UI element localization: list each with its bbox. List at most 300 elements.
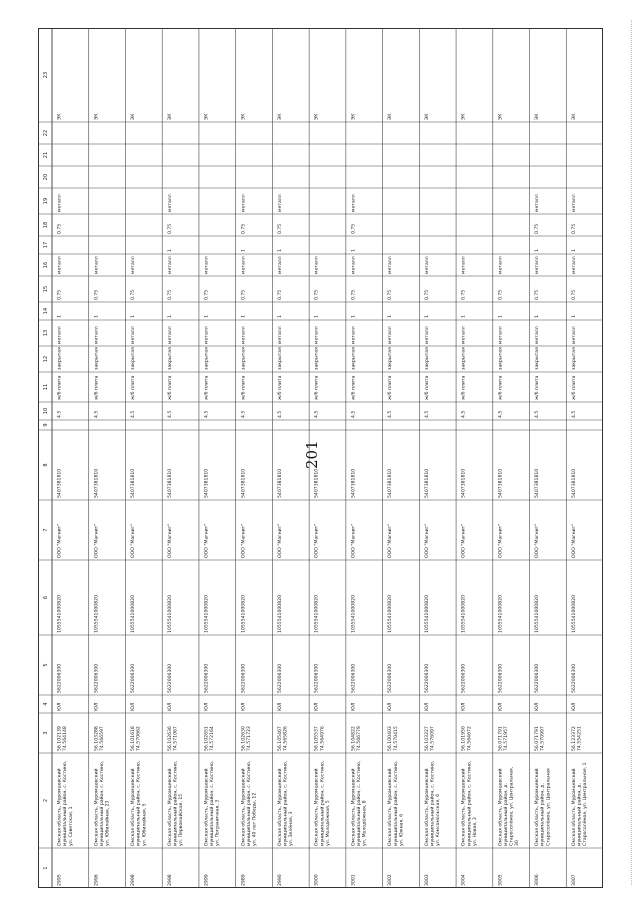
cell-address: Омская область, Муромцевский (351, 768, 357, 846)
column-number-label: 22 (43, 129, 49, 137)
cell-org: ООО "Магнит" (167, 523, 173, 558)
cell-coords: 56.102636 (167, 726, 173, 751)
cell-c10: 4.5 (204, 410, 210, 418)
cell-c11: ж/б плита (424, 375, 430, 400)
cell-form: ЮЛ (94, 702, 100, 711)
cell-c12: закрытая (241, 347, 247, 370)
cell-c14: 1 (94, 315, 100, 318)
cell-c19: металл (571, 194, 577, 212)
cell-coords: 56.101618 (131, 726, 137, 751)
cell-ogrn: 1055541000820 (571, 595, 577, 633)
cell-address: Омская область, Муромцевский (571, 768, 577, 846)
cell-form: ЮЛ (131, 702, 137, 711)
cell-form: ЮЛ (314, 702, 320, 711)
cell-address: ул. Южная, 6 (399, 813, 405, 846)
column-number-label: 13 (43, 329, 49, 337)
cell-c16: металл (351, 256, 357, 274)
cell-c19: металл (241, 194, 247, 212)
cell-c16: металл (57, 256, 63, 274)
cell-c15: 0.75 (57, 289, 63, 300)
cell-c15: 0.75 (241, 289, 247, 300)
cell-ogrn: 1055541000820 (351, 595, 357, 633)
cell-coords: 74.564976 (320, 726, 326, 751)
cell-c11: ж/б плита (167, 375, 173, 400)
cell-org: ООО "Магнит" (57, 523, 63, 558)
cell-c12: закрытая (424, 347, 430, 370)
cell-ogrn: 1055541000820 (94, 595, 100, 633)
cell-address: муниципальный район, с. Костино, (210, 760, 216, 846)
cell-c23: ЭК (571, 113, 577, 120)
column-number-label: 17 (43, 241, 49, 249)
cell-inn: 5407381810 (57, 468, 63, 498)
cell-c18: 0.75 (278, 223, 283, 234)
cell-ogrn: 1055541000820 (314, 595, 320, 633)
cell-c12: закрытая (278, 347, 283, 370)
cell-coords: 74.564672 (467, 726, 473, 751)
cell-inn: 5407381810 (314, 468, 320, 498)
cell-c16: металл (204, 256, 210, 274)
cell-c15: 0.75 (167, 289, 173, 300)
cell-coords: 74.571067 (173, 726, 179, 751)
cell-c10: 4.5 (571, 410, 577, 418)
cell-c10: 4.5 (388, 410, 394, 418)
cell-coords: 56.105537 (314, 726, 320, 751)
cell-c11: ж/б плита (57, 375, 63, 400)
cell-c10: 4.5 (351, 410, 357, 418)
cell-c16: металл (314, 256, 320, 274)
cell-address: ул. Юбилейная, 5 (142, 803, 148, 846)
cell-c23: ЭК (424, 113, 430, 120)
cell-inn: 5407381810 (351, 468, 357, 498)
cell-c15: 0.75 (498, 289, 504, 300)
column-number-label: 20 (43, 173, 49, 181)
cell-c12: закрытая (57, 347, 63, 370)
cell-c14: 1 (204, 315, 210, 318)
column-number-label: 19 (43, 197, 49, 205)
cell-c10: 4.5 (167, 410, 173, 418)
cell-num: 3007 (571, 874, 577, 886)
cell-ogrn: 1055541000820 (278, 595, 283, 633)
cell-c10: 4.5 (57, 410, 63, 418)
cell-address: Омская область, Муромцевский (167, 768, 173, 846)
cell-c16: металл (388, 256, 394, 274)
cell-code5: 5622006300 (204, 663, 210, 693)
cell-c13: металл (535, 326, 541, 344)
column-number-label: 21 (43, 151, 49, 159)
cell-address: ул. Зелёная, 3 (289, 811, 295, 846)
cell-address: ул. Молодёжная, 5 (325, 800, 331, 846)
cell-c19: металл (278, 194, 283, 212)
cell-c15: 0.75 (351, 289, 357, 300)
cell-address: Омская область, Муромцевский (241, 768, 247, 846)
cell-coords: 56.071791 (535, 726, 541, 751)
cell-form: ЮЛ (241, 702, 247, 711)
registry-table (38, 28, 603, 888)
cell-ogrn: 1055541000820 (204, 595, 210, 633)
cell-c12: закрытая (351, 347, 357, 370)
cell-org: ООО "Магнит" (388, 523, 394, 558)
cell-c13: металл (131, 326, 137, 344)
cell-ogrn: 1055541000820 (131, 595, 137, 633)
cell-ogrn: 1055541000820 (388, 595, 394, 633)
column-number-label: 10 (43, 407, 49, 415)
cell-c16: металл (424, 256, 430, 274)
cell-c23: ЭК (131, 113, 137, 120)
cell-c23: ЭК (314, 113, 320, 120)
cell-ogrn: 1055541000820 (424, 595, 430, 633)
cell-address: муниципальный район, с. Костино, (63, 760, 69, 846)
cell-c23: ЭК (241, 113, 247, 120)
cell-c23: ЭК (461, 113, 467, 120)
cell-org: ООО "Магнит" (204, 523, 210, 558)
cell-address: ул. Юбилейная, 23 (105, 800, 111, 846)
cell-c23: ЭК (167, 113, 173, 120)
cell-c18: 0.75 (241, 223, 247, 234)
cell-code5: 5622006300 (278, 663, 283, 693)
cell-form: ЮЛ (424, 702, 430, 711)
cell-c15: 0.75 (131, 289, 137, 300)
cell-coords: 74.554251 (577, 726, 583, 751)
table-border (39, 29, 603, 888)
cell-address: ул. Комсомольская, 6 (436, 793, 442, 846)
cell-c10: 4.5 (241, 410, 247, 418)
page-number: 201 (303, 440, 321, 470)
cell-code5: 5622006300 (167, 663, 173, 693)
column-number-label: 8 (43, 463, 49, 467)
cell-c18: 0.75 (167, 223, 173, 234)
cell-c12: закрытая (535, 347, 541, 370)
cell-coords: 56.103227 (424, 726, 430, 751)
cell-address: Старосолёное, ул. Центральная, (509, 766, 515, 846)
cell-c14: 1 (131, 315, 137, 318)
cell-c17: 1 (571, 249, 577, 252)
cell-address: Старосолёное, ул. Центральная (546, 768, 552, 846)
cell-org: ООО "Магнит" (571, 523, 577, 558)
cell-coords: 56.104822 (351, 726, 357, 751)
cell-address: муниципальный район, с. Костино, (320, 760, 326, 846)
cell-form: ЮЛ (498, 702, 504, 711)
cell-c23: ЭК (388, 113, 394, 120)
cell-inn: 5407381810 (131, 468, 137, 498)
cell-c18: 0.75 (535, 223, 541, 234)
cell-num: 2998 (131, 874, 137, 886)
cell-c11: ж/б плита (278, 375, 283, 400)
cell-address: муниципальный район, с. Костино, (283, 760, 289, 846)
cell-c13: металл (278, 326, 283, 344)
cell-c14: 1 (167, 315, 173, 318)
column-number-label: 2 (43, 798, 49, 803)
cell-code5: 5622006300 (241, 663, 247, 693)
cell-form: ЮЛ (278, 702, 283, 711)
cell-c13: металл (314, 326, 320, 344)
cell-num: 2999 (204, 874, 210, 886)
cell-ogrn: 1055541000820 (498, 595, 504, 633)
column-number-label: 5 (43, 663, 49, 667)
cell-c11: ж/б плита (94, 375, 100, 400)
cell-inn: 5407381810 (278, 468, 283, 498)
cell-inn: 5407381810 (167, 468, 173, 498)
cell-c10: 4.5 (314, 410, 320, 418)
cell-c10: 4.5 (535, 410, 541, 418)
cell-c12: закрытая (314, 347, 320, 370)
cell-c12: закрытая (498, 347, 504, 370)
cell-code5: 5622006300 (571, 663, 577, 693)
cell-address: муниципальный район, д. (540, 783, 546, 846)
cell-coords: 56.102139 (57, 726, 63, 751)
cell-c14: 1 (278, 315, 283, 318)
cell-c12: закрытая (204, 347, 210, 370)
cell-c11: ж/б плита (535, 375, 541, 400)
cell-code5: 5622006300 (351, 663, 357, 693)
cell-org: ООО "Магнит" (351, 523, 357, 558)
cell-form: ЮЛ (571, 702, 577, 711)
cell-c17: 1 (167, 249, 173, 252)
cell-c12: закрытая (131, 347, 137, 370)
cell-code5: 5622006300 (461, 663, 467, 693)
cell-c18: 0.75 (57, 223, 63, 234)
column-number-label: 16 (43, 261, 49, 269)
cell-c19: металл (535, 194, 541, 212)
cell-c10: 4.5 (424, 410, 430, 418)
cell-c11: ж/б плита (571, 375, 577, 400)
cell-inn: 5407381810 (535, 468, 541, 498)
cell-c11: ж/б плита (241, 375, 247, 400)
cell-num: 3000 (314, 874, 320, 886)
column-number-label: 23 (43, 71, 49, 79)
cell-c23: ЭК (535, 113, 541, 120)
cell-org: ООО "Магнит" (535, 523, 541, 558)
cell-num: 2998 (167, 874, 173, 886)
cell-address: Омская область, Муромцевский (57, 768, 63, 846)
cell-code5: 5622006300 (57, 663, 63, 693)
cell-num: 2989 (241, 874, 247, 886)
cell-address: муниципальный район, с. Костино, (393, 760, 399, 846)
cell-c11: ж/б плита (498, 375, 504, 400)
cell-ogrn: 1055541000820 (535, 595, 541, 633)
cell-c23: ЭК (57, 113, 63, 120)
cell-c15: 0.75 (278, 289, 283, 300)
cell-c13: металл (388, 326, 394, 344)
cell-form: ЮЛ (388, 702, 394, 711)
cell-address: ул. Молодёжная, 8 (362, 800, 368, 846)
cell-c17: 1 (241, 249, 247, 252)
cell-org: ООО "Магнит" (424, 523, 430, 558)
cell-c15: 0.75 (424, 289, 430, 300)
cell-address: муниципальный район, с. Костино, (467, 760, 473, 846)
cell-c17: 1 (278, 249, 283, 252)
cell-c11: ж/б плита (461, 375, 467, 400)
cell-c11: ж/б плита (131, 375, 137, 400)
cell-c16: металл (571, 256, 577, 274)
cell-c13: металл (498, 326, 504, 344)
cell-org: ООО "Магнит" (314, 523, 320, 558)
cell-c18: 0.75 (351, 223, 357, 234)
cell-address: Омская область, Муромцевский (424, 768, 430, 846)
column-number-label: 11 (43, 383, 49, 391)
cell-num: 3003 (424, 874, 430, 886)
cell-inn: 5407381810 (571, 468, 577, 498)
cell-code5: 5622006300 (498, 663, 504, 693)
column-number-label: 15 (43, 285, 49, 293)
cell-c19: металл (167, 194, 173, 212)
cell-c16: металл (241, 256, 247, 274)
cell-num: 3006 (535, 874, 541, 886)
cell-ogrn: 1055541000820 (241, 595, 247, 633)
cell-coords: 56.105467 (278, 726, 283, 751)
cell-address: Старосолёное, ул. Центральная, 1 (583, 762, 589, 846)
cell-code5: 5622006300 (94, 663, 100, 693)
cell-c16: металл (461, 256, 467, 274)
cell-inn: 5407381810 (498, 468, 504, 498)
cell-c15: 0.75 (204, 289, 210, 300)
cell-address: ул. Первомайская, 15 (179, 793, 184, 846)
cell-c13: металл (461, 326, 467, 344)
cell-coords: 74.572164 (210, 726, 216, 751)
cell-address: Омская область, Муромцевский (388, 768, 394, 846)
cell-ogrn: 1055541000820 (57, 595, 63, 633)
cell-address: Омская область, Муромцевский (204, 768, 210, 846)
cell-c16: металл (278, 256, 283, 274)
cell-c15: 0.75 (571, 289, 577, 300)
cell-c13: металл (94, 326, 100, 344)
scan-edge-line (631, 20, 632, 885)
cell-c16: металл (131, 256, 137, 274)
cell-c13: металл (204, 326, 210, 344)
column-number-label: 4 (43, 702, 49, 706)
cell-num: 2990 (278, 874, 283, 886)
cell-c13: металл (241, 326, 247, 344)
cell-coords: 74.571723 (246, 726, 252, 751)
cell-address: Омская область, Муромцевский (94, 768, 100, 846)
cell-c23: ЭК (351, 113, 357, 120)
cell-c14: 1 (535, 315, 541, 318)
cell-code5: 5622006300 (424, 663, 430, 693)
cell-address: муниципальный район, с. Костино, (357, 760, 363, 846)
cell-c12: закрытая (388, 347, 394, 370)
cell-inn: 5407381810 (204, 468, 210, 498)
cell-code5: 5622006300 (131, 663, 137, 693)
cell-c13: металл (167, 326, 173, 344)
cell-c11: ж/б плита (388, 375, 394, 400)
cell-coords: 74.566779 (357, 726, 363, 751)
cell-c14: 1 (498, 315, 504, 318)
cell-coords: 56.102651 (204, 726, 210, 751)
cell-address: 30 (515, 840, 521, 846)
cell-c13: металл (571, 326, 577, 344)
cell-org: ООО "Магнит" (241, 523, 247, 558)
cell-address: муниципальный район, с. Костино, (173, 760, 179, 846)
cell-address: Омская область, Муромцевский (498, 768, 504, 846)
cell-c15: 0.75 (314, 289, 320, 300)
cell-coords: 74.564148 (63, 726, 69, 751)
cell-c14: 1 (314, 315, 320, 318)
cell-coords: 56.101950 (461, 726, 467, 751)
cell-form: ЮЛ (351, 702, 357, 711)
cell-c16: металл (167, 256, 173, 274)
cell-coords: 74.566597 (99, 726, 105, 751)
cell-c10: 4.5 (278, 410, 283, 418)
cell-address: Омская область, Муромцевский (278, 768, 283, 846)
cell-coords: 74.570662 (136, 726, 142, 751)
cell-c10: 4.5 (461, 410, 467, 418)
cell-org: ООО "Магнит" (94, 523, 100, 558)
column-number-label: 9 (43, 423, 49, 427)
cell-coords: 74.565826 (283, 726, 289, 751)
cell-c11: ж/б плита (314, 375, 320, 400)
cell-c11: ж/б плита (351, 375, 357, 400)
cell-c19: металл (351, 194, 357, 212)
cell-org: ООО "Магнит" (131, 523, 137, 558)
cell-c23: ЭК (94, 113, 100, 120)
column-number-label: 18 (43, 221, 49, 229)
cell-num: 3001 (351, 874, 357, 886)
cell-address: муниципальный район, с. Костино, (99, 760, 105, 846)
registry-table-grid (38, 28, 603, 888)
cell-ogrn: 1055541000820 (461, 595, 467, 633)
cell-c16: металл (535, 256, 541, 274)
cell-c17: 1 (351, 249, 357, 252)
cell-c12: закрытая (571, 347, 577, 370)
cell-c14: 1 (461, 315, 467, 318)
cell-num: 3004 (461, 874, 467, 886)
cell-inn: 5407381810 (94, 468, 100, 498)
cell-inn: 5407381810 (424, 468, 430, 498)
cell-c23: ЭК (278, 113, 283, 120)
cell-code5: 5622006300 (388, 663, 394, 693)
cell-c14: 1 (388, 315, 394, 318)
cell-c14: 1 (571, 315, 577, 318)
cell-code5: 5622006300 (314, 663, 320, 693)
cell-c15: 0.75 (388, 289, 394, 300)
cell-address: муниципальный район, д. (577, 783, 583, 846)
cell-form: ЮЛ (535, 702, 541, 711)
column-number-label: 1 (43, 866, 49, 870)
cell-form: ЮЛ (204, 702, 210, 711)
cell-coords: 74.571957 (504, 726, 509, 751)
cell-address: Омская область, Муромцевский (461, 768, 467, 846)
cell-c15: 0.75 (461, 289, 467, 300)
cell-c10: 4.5 (131, 410, 137, 418)
cell-coords: 56.102630 (241, 726, 247, 751)
cell-c13: металл (57, 326, 63, 344)
cell-org: ООО "Магнит" (498, 523, 504, 558)
cell-c15: 0.75 (94, 289, 100, 300)
cell-coords: 74.570415 (393, 726, 399, 751)
cell-c14: 1 (351, 315, 357, 318)
cell-c12: закрытая (167, 347, 173, 370)
cell-c14: 1 (57, 315, 63, 318)
column-number-label: 12 (43, 355, 49, 363)
cell-address: ул. Новая, 2 (472, 817, 478, 846)
cell-c17: 1 (535, 249, 541, 252)
cell-c16: металл (94, 256, 100, 274)
cell-org: ООО "Магнит" (278, 523, 283, 558)
cell-address: ул. Советская, 1 (68, 806, 74, 846)
cell-coords: 74.576097 (430, 726, 436, 751)
cell-c15: 0.75 (535, 289, 541, 300)
cell-c23: ЭК (204, 113, 210, 120)
cell-c10: 4.5 (94, 410, 100, 418)
cell-c14: 1 (241, 315, 247, 318)
cell-address: Омская область, Муромцевский (314, 768, 320, 846)
cell-c10: 4.5 (498, 410, 504, 418)
cell-address: муниципальный район, с. Костино, (246, 760, 252, 846)
cell-address: Омская область, Муромцевский (535, 768, 541, 846)
cell-coords: 74.570997 (540, 726, 546, 751)
cell-c16: металл (498, 256, 504, 274)
cell-c11: ж/б плита (204, 375, 210, 400)
cell-inn: 5407381810 (241, 468, 247, 498)
